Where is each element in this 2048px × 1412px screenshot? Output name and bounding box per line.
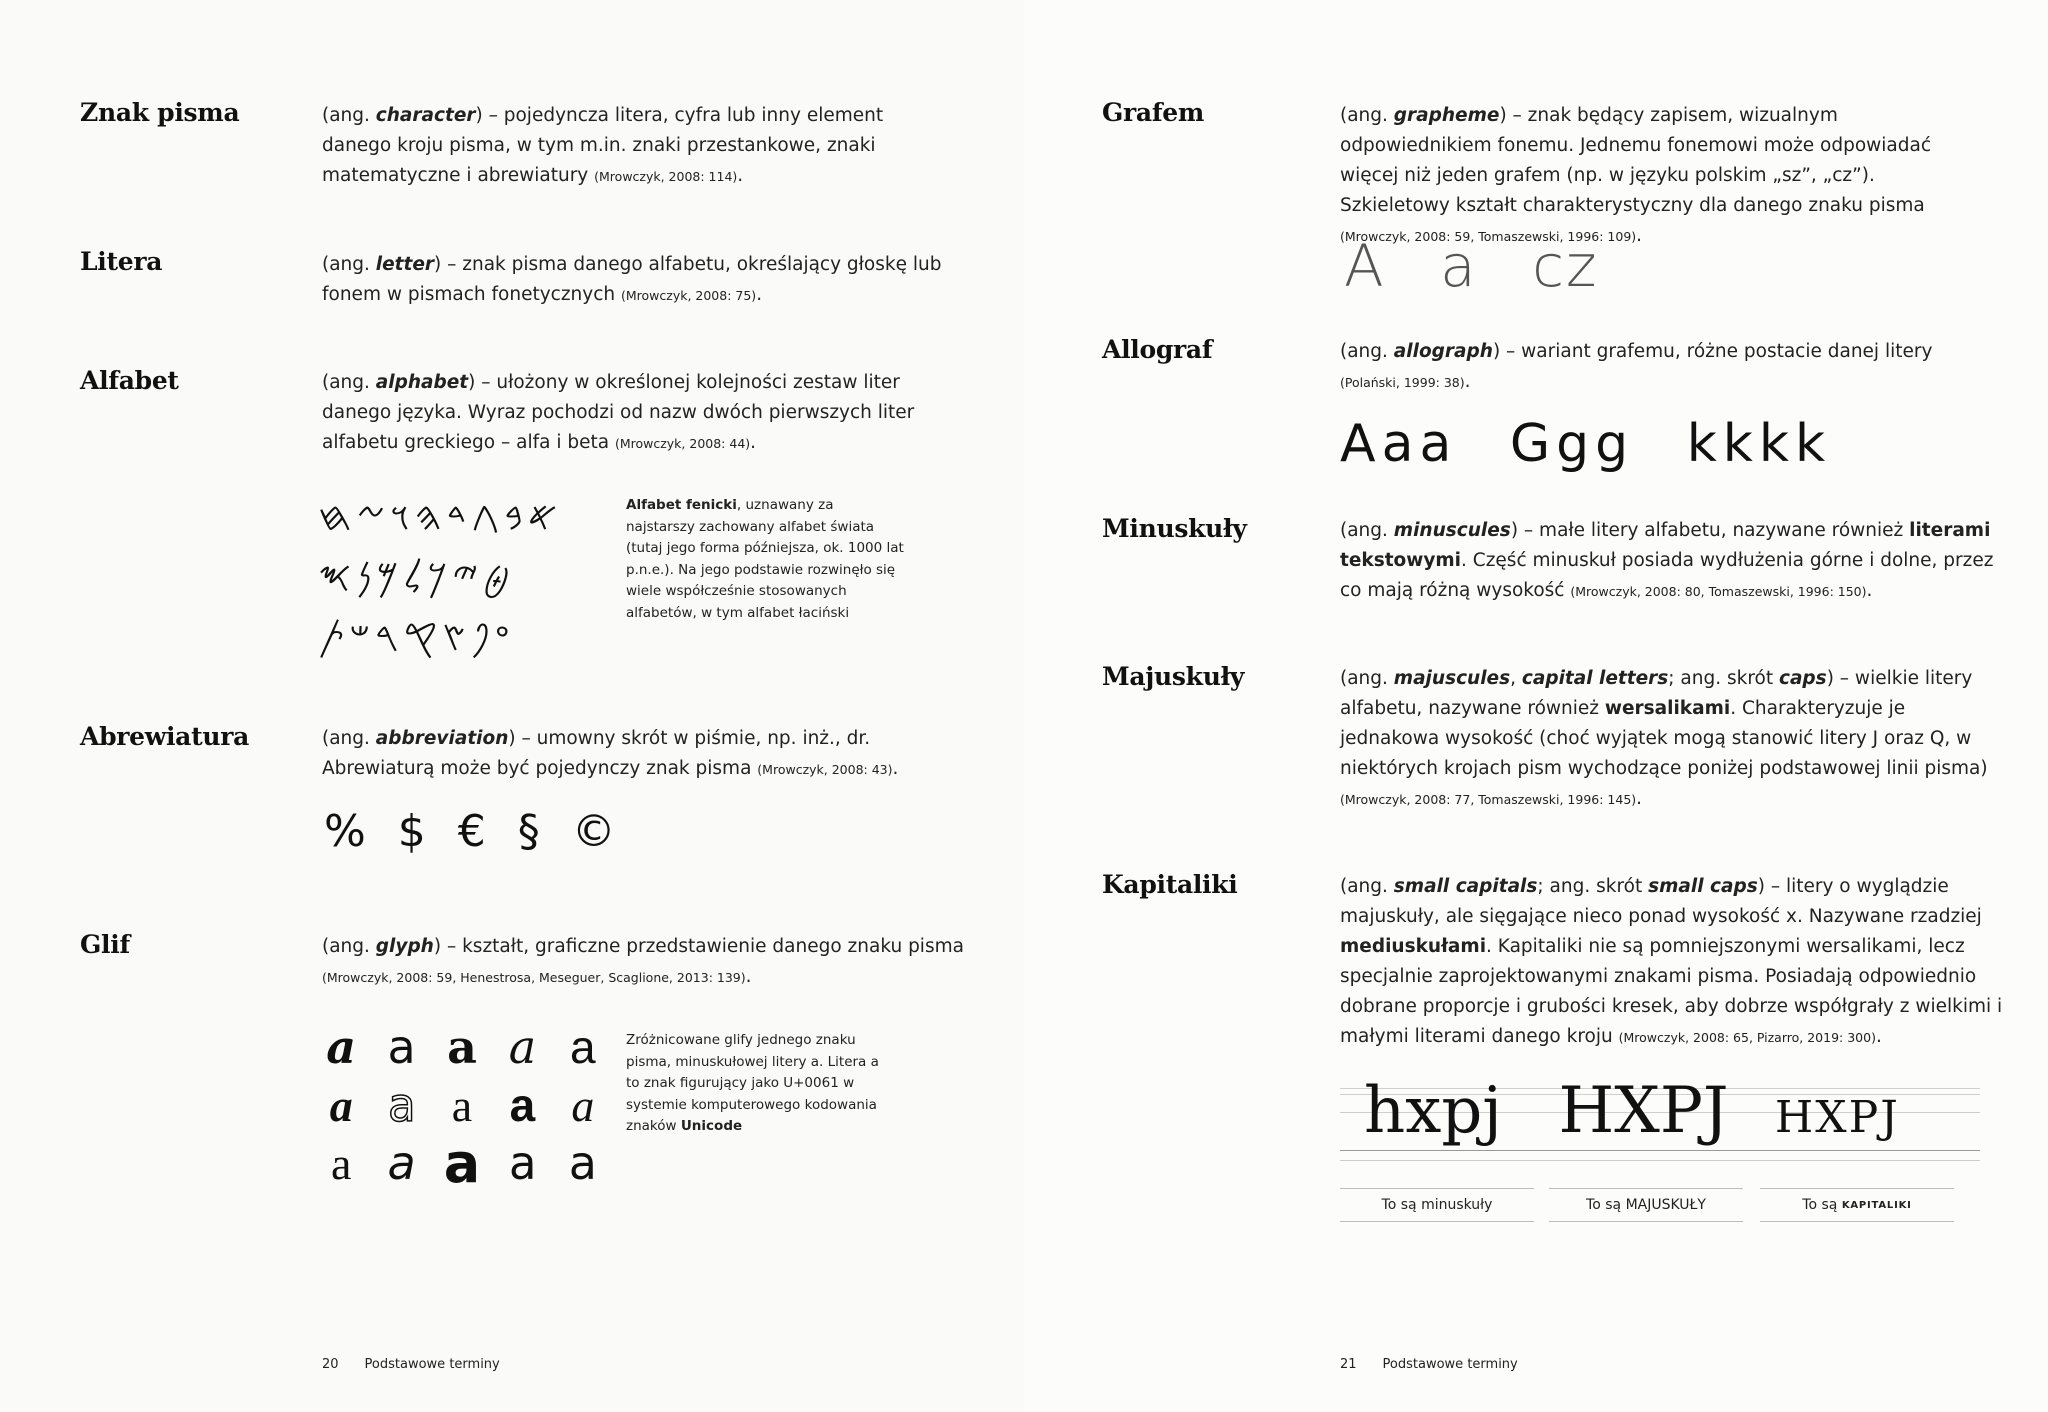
english-term: letter	[375, 254, 435, 275]
english-term: minuscules	[1393, 520, 1511, 541]
glyph-row	[322, 1131, 602, 1195]
english-term: capital letters	[1521, 668, 1669, 689]
running-title: Podstawowe terminy	[364, 1357, 500, 1372]
emphasis-term: wersalikami	[1604, 698, 1731, 719]
citation: (Mrowczyk, 2008: 77, Tomaszewski, 1996: 145)	[1340, 792, 1637, 807]
glyph-variants-grid	[322, 1018, 602, 1195]
citation: (Mrowczyk, 2008: 44)	[614, 436, 751, 451]
glyph-a: a	[568, 1136, 597, 1190]
term-glif: Glif	[80, 930, 130, 959]
definition-allograf: (ang. allograph) – wariant grafemu, różne postacie danej litery (Polański, 1999: 38).	[1340, 341, 1933, 392]
term-kapitaliki: Kapitaliki	[1102, 870, 1238, 899]
majuscules-sample: HXPJ	[1558, 1074, 1729, 1148]
definition-alfabet: (ang. alphabet) – ułożony w określonej kolejności zestaw liter danego języka. Wyraz pochodzi od nazw dwóch pierwszych liter alfabetu greckiego – alfa i beta (Mrowczyk, 2008: 44).	[322, 372, 915, 453]
glyph-a: a	[451, 1079, 473, 1131]
definition-majuskuly: (ang. majuscules, capital letters; ang. skrót caps) – wielkie litery alfabetu, nazywane również wersalikami. Charakteryzuje je jednakowa wysokość (choć wyjątek mogą stanowić litery J oraz Q, w niektórych krojach pism wychodzące poniżej podstawowej linii pisma) (Mrowczyk, 2008: 77, Tomaszewski, 1996: 145).	[1340, 668, 1988, 809]
allograph-A: Aaa	[1340, 414, 1458, 474]
term-grafem: Grafem	[1102, 98, 1205, 127]
grapheme-cz: cz	[1532, 232, 1599, 300]
english-term: caps	[1778, 668, 1827, 689]
english-term: small caps	[1648, 876, 1758, 897]
glyph-a: a	[443, 1131, 481, 1195]
definition-grafem: (ang. grapheme) – znak będący zapisem, wizualnym odpowiednikiem fonemu. Jednemu fonemowi może odpowiadać więcej niż jeden grafem (np. w języku polskim „sz”, „cz”). Szkieletowy kształt charakterystyczny dla danego znaku pisma (Mrowczyk, 2008: 59, Tomaszewski, 1996: 109).	[1340, 105, 1932, 246]
grapheme-A: A	[1344, 232, 1386, 300]
label-smallcaps	[1760, 1188, 1954, 1222]
citation: (Mrowczyk, 2008: 43)	[757, 762, 893, 777]
grapheme-sample	[1344, 232, 1598, 300]
abbreviation-symbols: % $ € § ©	[324, 806, 616, 857]
term-abrewiatura: Abrewiatura	[80, 722, 249, 751]
glyph-a: a	[387, 1020, 416, 1074]
label-word: minuskuły	[1421, 1197, 1493, 1213]
descender-line	[1340, 1160, 1980, 1161]
label-prefix: To są	[1586, 1197, 1626, 1213]
label-majuscules	[1549, 1188, 1743, 1222]
right-page-footer	[1340, 1357, 1518, 1372]
running-title: Podstawowe terminy	[1382, 1357, 1518, 1372]
definition-abrewiatura: (ang. abbreviation) – umowny skrót w piśmie, np. inż., dr. Abrewiaturą może być pojedynczy znak pisma (Mrowczyk, 2008: 43).	[322, 728, 899, 779]
label-word: MAJUSKUŁY	[1625, 1197, 1706, 1213]
phoenician-row: 𐤈𐤉𐤊𐤋𐤌𐤍𐤎	[318, 554, 515, 600]
glyph-a: a	[329, 1079, 353, 1131]
left-page-footer	[322, 1357, 500, 1372]
definition-znak-pisma: (ang. character) – pojedyncza litera, cyfra lub inny element danego kroju pisma, w tym m.in. znaki przestankowe, znaki matematyczne i abrewiatury (Mrowczyk, 2008: 114).	[322, 105, 884, 186]
phoenician-row: 𐤏𐤐𐤑𐤒𐤓𐤔𐤕	[318, 614, 515, 660]
allograph-k: kkkk	[1686, 414, 1832, 474]
smallcaps-sample: HXPJ	[1774, 1092, 1900, 1143]
phoenician-row: 𐤀𐤁𐤂𐤃𐤄𐤅𐤆𐤇	[318, 494, 563, 540]
definition-kapitaliki: (ang. small capitals; ang. skrót small caps) – litery o wyglądzie majuskuły, ale sięgające nieco ponad wysokość x. Nazywane rzadziej mediuskułami. Kapitaliki nie są pomniejszonymi wersalikami, lecz specjalnie zaprojektowanymi znakami pisma. Posiadają odpowiednio dobrane proporcje i grubości kresek, aby dobrze współgrały z wielkimi i małymi literami danego kroju (Mrowczyk, 2008: 65, Pizarro, 2019: 300).	[1340, 876, 2003, 1047]
term-majuskuly: Majuskuły	[1102, 662, 1245, 691]
glyph-a: a	[326, 1020, 357, 1074]
glyph-a: a	[330, 1137, 352, 1189]
glyph-a: a	[571, 1079, 595, 1131]
emphasis-term: mediuskułami	[1340, 936, 1487, 957]
citation: (Mrowczyk, 2008: 59, Henestrosa, Meseguer, Scaglione, 2013: 139)	[322, 970, 746, 985]
citation: (Mrowczyk, 2008: 65, Pizarro, 2019: 300)	[1618, 1030, 1876, 1045]
page-number: 21	[1340, 1357, 1357, 1372]
term-alfabet: Alfabet	[80, 366, 179, 395]
english-term: glyph	[375, 936, 434, 957]
emphasis-term: Alfabet fenicki	[626, 497, 737, 513]
emphasis-term: Unicode	[680, 1118, 743, 1134]
phoenician-caption: Alfabet fenicki, uznawany za najstarszy zachowany alfabet świata (tutaj jego forma późniejsza, ok. 1000 lat p.n.e.). Na jego podstawie rozwinęło się wiele współcześnie stosowanych alfabetów, w tym alfabet łaciński	[626, 497, 904, 621]
english-term: grapheme	[1393, 105, 1500, 126]
english-term: allograph	[1393, 341, 1493, 362]
case-specimen	[1364, 1074, 1900, 1148]
definition-litera: (ang. letter) – znak pisma danego alfabetu, określający głoskę lub fonem w pismach fonetycznych (Mrowczyk, 2008: 75).	[322, 254, 942, 305]
english-term: abbreviation	[375, 728, 509, 749]
glyph-a: a	[447, 1020, 477, 1074]
baseline	[1340, 1150, 1980, 1151]
citation: (Mrowczyk, 2008: 59, Tomaszewski, 1996: 109)	[1340, 229, 1637, 244]
minuscules-sample: hxpj	[1364, 1074, 1503, 1148]
glyph-a: a	[508, 1020, 537, 1074]
phoenician-alphabet-sample	[318, 487, 608, 667]
glyph-a: a	[509, 1079, 536, 1131]
glyph-a: a	[508, 1136, 537, 1190]
glyph-row	[322, 1018, 602, 1076]
right-page	[1024, 0, 2048, 1412]
term-znak-pisma: Znak pisma	[80, 98, 240, 127]
term-allograf: Allograf	[1102, 335, 1213, 364]
glyph-a: a	[387, 1136, 416, 1190]
definition-minuskuly: (ang. minuscules) – małe litery alfabetu, nazywane również literami tekstowymi. Część minuskuł posiada wydłużenia górne i dolne, przez co mają różną wysokość (Mrowczyk, 2008: 80, Tomaszewski, 1996: 150).	[1340, 520, 1994, 601]
english-term: alphabet	[375, 372, 469, 393]
label-prefix: To są	[1381, 1197, 1422, 1213]
citation: (Mrowczyk, 2008: 114)	[594, 169, 738, 184]
glyph-row	[322, 1076, 602, 1134]
label-prefix: To są	[1802, 1197, 1842, 1213]
definition-glif: (ang. glyph) – kształt, graficzne przedstawienie danego znaku pisma (Mrowczyk, 2008: 59, Henestrosa, Meseguer, Scaglione, 2013: 139).	[322, 936, 964, 987]
citation: (Polański, 1999: 38)	[1340, 375, 1465, 390]
glyph-a: a	[570, 1021, 596, 1073]
label-word: KAPITALIKI	[1841, 1199, 1912, 1211]
glyph-a: a	[387, 1078, 416, 1132]
english-term: character	[375, 105, 476, 126]
grapheme-a: a	[1440, 232, 1478, 300]
term-litera: Litera	[80, 247, 163, 276]
glyph-caption: Zróżnicowane glify jednego znaku pisma, minuskułowej litery a. Litera a to znak figurujący jako U+0061 w systemie komputerowego kodowania znaków Unicode	[626, 1032, 879, 1134]
english-term: small capitals	[1393, 876, 1538, 897]
allograph-G: Ggg	[1509, 414, 1635, 474]
term-minuskuly: Minuskuły	[1102, 514, 1247, 543]
citation: (Mrowczyk, 2008: 75)	[620, 288, 757, 303]
label-minuscules	[1340, 1188, 1534, 1222]
citation: (Mrowczyk, 2008: 80, Tomaszewski, 1996: 150)	[1570, 584, 1867, 599]
english-term: majuscules	[1393, 668, 1511, 689]
emphasis-term: literami tekstowymi	[1340, 520, 1991, 571]
allograph-sample	[1340, 414, 1831, 474]
page-number: 20	[322, 1357, 339, 1372]
